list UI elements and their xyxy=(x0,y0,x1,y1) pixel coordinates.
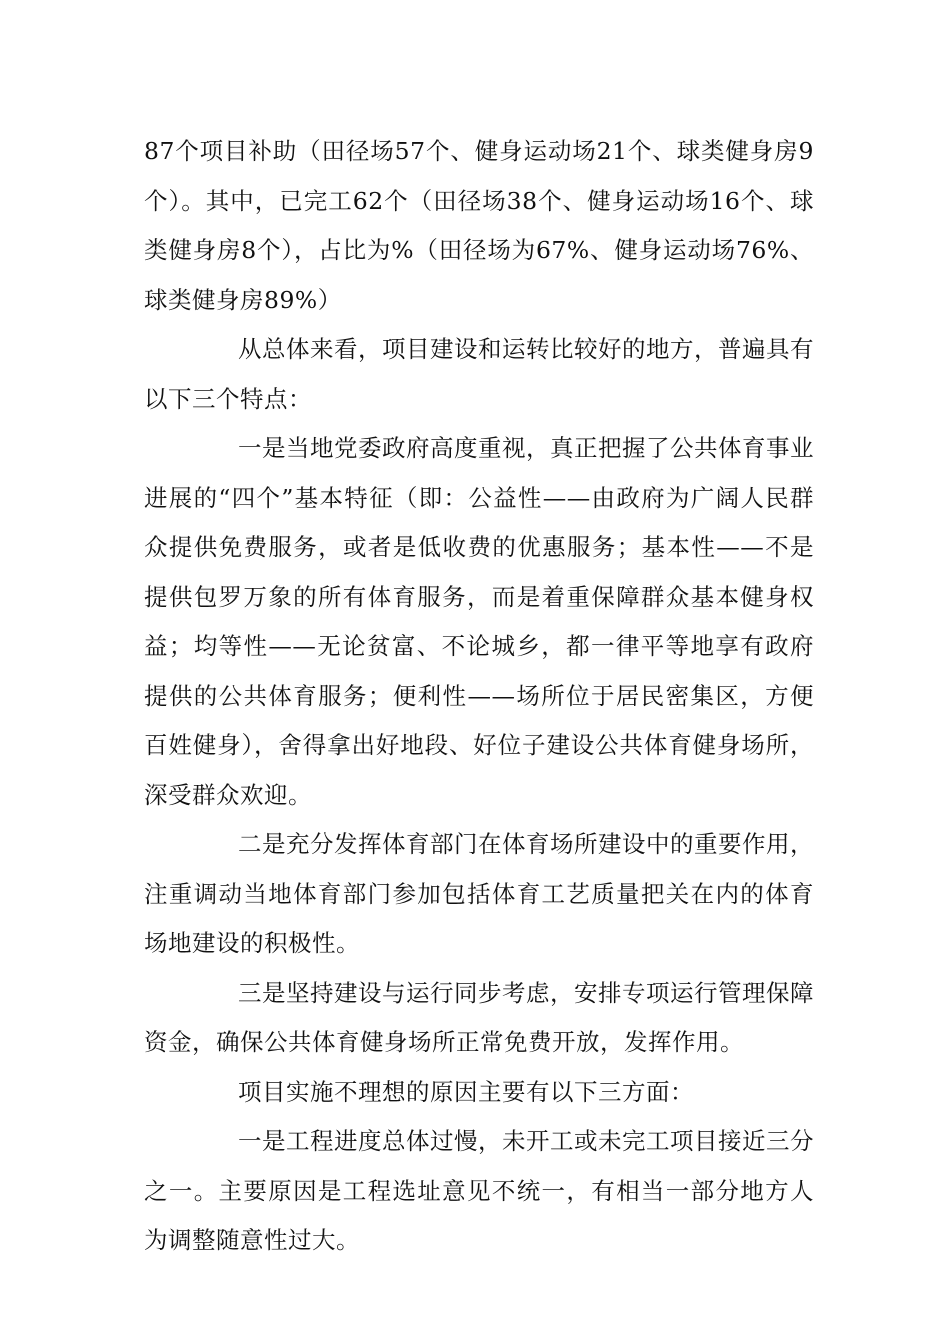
paragraph-overall-view: 从总体来看，项目建设和运转比较好的地方，普遍具有以下三个特点： xyxy=(144,335,814,413)
paragraph-problem-one: 一是工程进度总体过慢，未开工或未完工项目接近三分之一。主要原因是工程选址意见不统一，有相当一部分地方人为调整随意性过大。 xyxy=(144,1127,814,1254)
document-body xyxy=(144,127,814,1266)
paragraph-feature-one: 一是当地党委政府高度重视，真正把握了公共体育事业进展的“四个”基本特征（即：公益性——由政府为广阔人民群众提供免费服务，或者是低收费的优惠服务；基本性——不是提供包罗万象的所有体育服务，而是着重保障群众基本健身权益；均等性——无论贫富、不论城乡，都一律平等地享有政府提供的公共体育服务；便利性——场所位于居民密集区，方便百姓健身），舍得拿出好地段、好位子建设公共体育健身场所，深受群众欢迎。 xyxy=(144,434,814,809)
paragraph-project-subsidy-stats: 87个项目补助（田径场57个、健身运动场21个、球类健身房9个）。其中，已完工62个（田径场38个、健身运动场16个、球类健身房8个），占比为%（田径场为67%、健身运动场76%、球类健身房89%） xyxy=(144,137,814,314)
paragraph-feature-two: 二是充分发挥体育部门在体育场所建设中的重要作用，注重调动当地体育部门参加包括体育工艺质量把关在内的体育场地建设的积极性。 xyxy=(144,830,814,957)
paragraph-feature-three: 三是坚持建设与运行同步考虑，安排专项运行管理保障资金，确保公共体育健身场所正常免费开放，发挥作用。 xyxy=(144,978,814,1056)
paragraph-problem-intro: 项目实施不理想的原因主要有以下三方面： xyxy=(238,1077,694,1106)
